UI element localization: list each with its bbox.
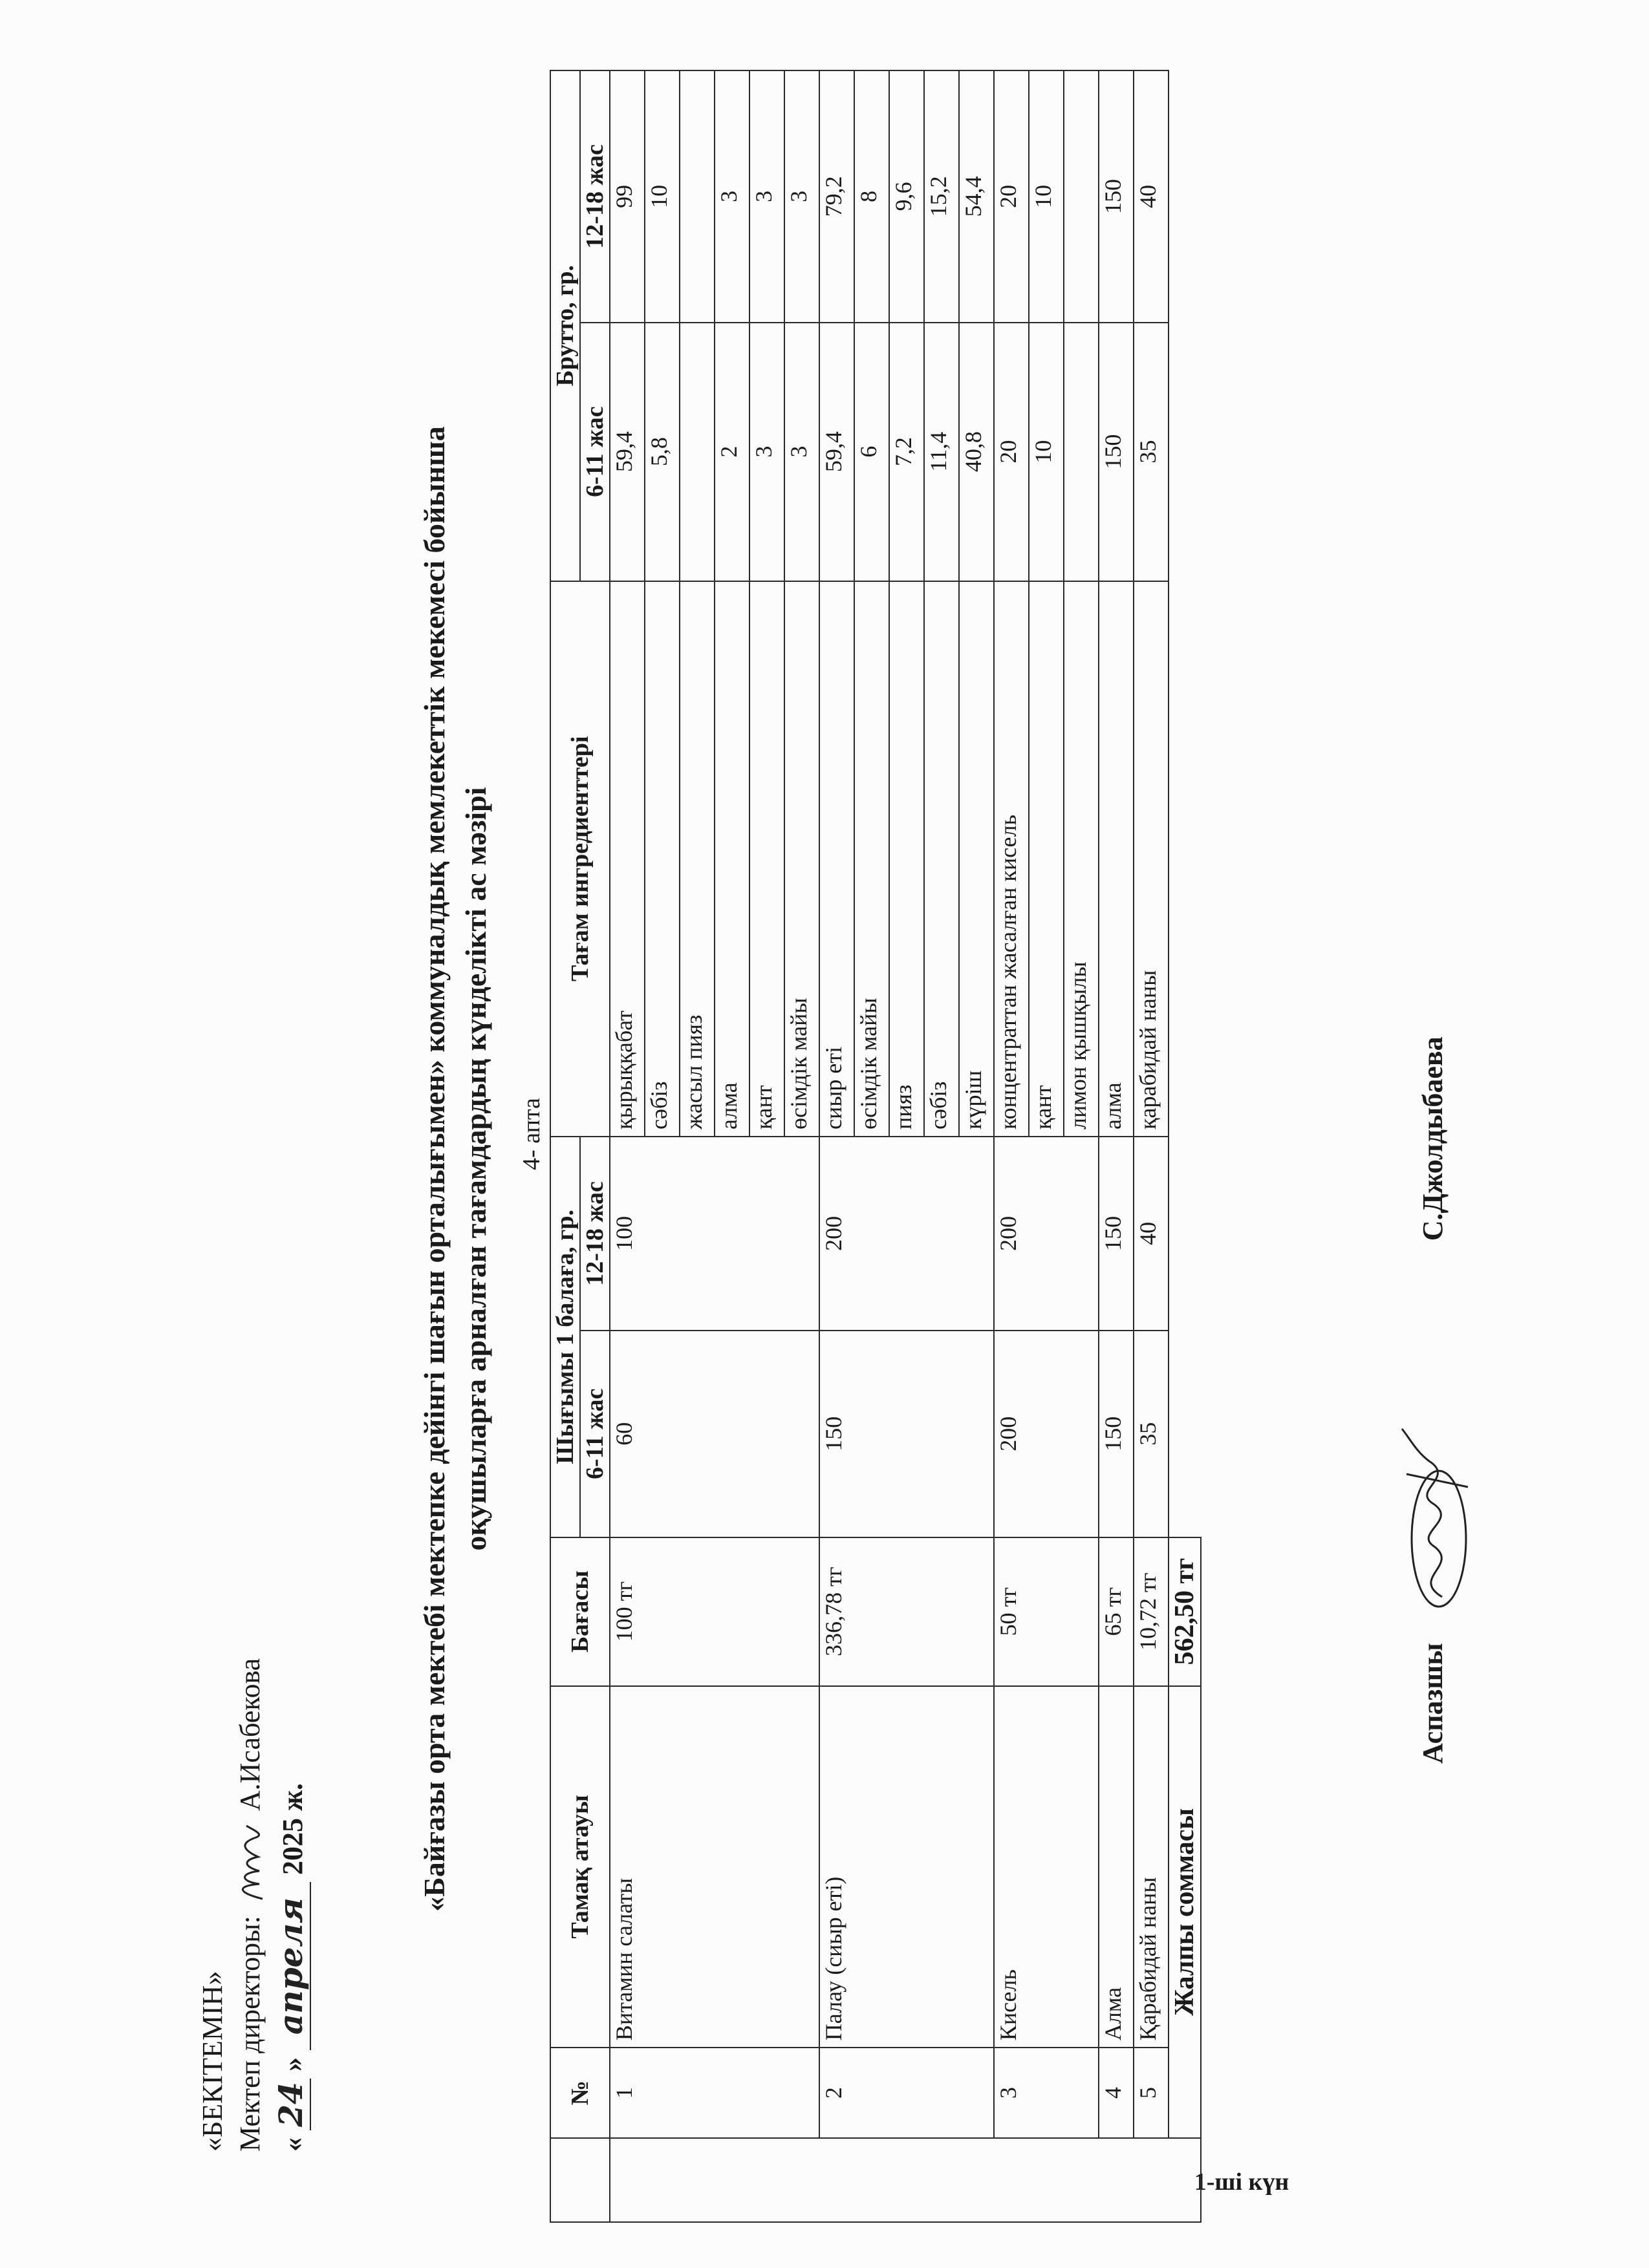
brutto-age1: 10 — [1029, 323, 1064, 581]
date-day: 24 — [272, 2079, 311, 2130]
dish-name: Палау (сиыр еті) — [819, 1686, 994, 2048]
table-row — [1134, 70, 1169, 2222]
header-price: Бағасы — [550, 1537, 610, 1686]
brutto-age1: 150 — [1099, 323, 1134, 581]
header-output-age2: 12-18 жас — [580, 1137, 610, 1331]
date-close-quote: » — [276, 2057, 308, 2071]
ingredient-name: қарабидай наны — [1134, 581, 1169, 1137]
brutto-age1: 59,4 — [819, 323, 854, 581]
total-label: Жалпы соммасы — [1169, 1686, 1201, 2139]
brutto-age1 — [680, 323, 715, 581]
menu-body — [610, 70, 1201, 2222]
header-output: Шығымы 1 балаға, гр. — [550, 1137, 580, 1537]
brutto-age2: 20 — [994, 70, 1029, 323]
total-value: 562,50 тг — [1169, 1537, 1201, 1686]
ingredient-name: сәбіз — [645, 581, 680, 1137]
approval-date — [272, 1658, 312, 2152]
brutto-age2: 79,2 — [819, 70, 854, 323]
ingredient-name: қант — [749, 581, 784, 1137]
day-label: 1-ші күн — [1194, 2168, 1289, 2196]
brutto-age2: 9,6 — [889, 70, 924, 323]
day-column-header — [550, 2138, 610, 2222]
ingredient-name: сиыр еті — [819, 581, 854, 1137]
brutto-age2: 10 — [645, 70, 680, 323]
header-dish: Тамақ атауы — [550, 1686, 610, 2048]
dish-price: 50 тг — [994, 1537, 1099, 1686]
dish-output-age1: 150 — [819, 1331, 994, 1537]
brutto-age2: 15,2 — [924, 70, 959, 323]
brutto-age2: 54,4 — [959, 70, 994, 323]
brutto-age1: 11,4 — [924, 323, 959, 581]
table-row — [610, 70, 645, 2222]
table-row — [819, 70, 854, 2222]
dish-no: 3 — [994, 2048, 1099, 2138]
director-label: Мектеп директоры: — [234, 1916, 266, 2152]
cook-name: С.Джолдыбаева — [1417, 1036, 1449, 1241]
dish-output-age2: 100 — [610, 1137, 819, 1331]
dish-output-age1: 35 — [1134, 1331, 1169, 1537]
dish-output-age2: 200 — [819, 1137, 994, 1331]
director-line — [232, 1658, 272, 2152]
ingredient-name: жасыл пияз — [680, 581, 715, 1137]
cook-signature-icon — [1397, 1422, 1474, 1616]
dish-output-age1: 150 — [1099, 1331, 1134, 1537]
header-output-age1: 6-11 жас — [580, 1331, 610, 1537]
brutto-age1: 6 — [854, 323, 889, 581]
approval-title: «БЕКІТЕМІН» — [197, 1971, 228, 2152]
heading-line-1: «Байғазы орта мектебі мектепке дейінгі шағын орталығымен» коммуналдық мемлекеттік мекемесі бойынша — [418, 426, 451, 1912]
header-brutto-age2: 12-18 жас — [580, 70, 610, 323]
ingredient-name: өсімдік майы — [784, 581, 819, 1137]
table-row — [1099, 70, 1134, 2222]
director-name: А.Исабекова — [234, 1658, 266, 1812]
brutto-age1: 35 — [1134, 323, 1169, 581]
dish-output-age1: 60 — [610, 1331, 819, 1537]
header-no: № — [550, 2048, 610, 2138]
dish-price: 336,78 тг — [819, 1537, 994, 1686]
header-brutto: Брутто, гр. — [550, 70, 580, 581]
brutto-age2 — [680, 70, 715, 323]
ingredient-name: алма — [715, 581, 749, 1137]
dish-name: Алма — [1099, 1686, 1134, 2048]
dish-price: 65 тг — [1099, 1537, 1134, 1686]
approval-block — [194, 1658, 312, 2152]
brutto-age2: 8 — [854, 70, 889, 323]
ingredient-name: қырыққабат — [610, 581, 645, 1137]
dish-output-age2: 200 — [994, 1137, 1099, 1331]
dish-price: 100 тг — [610, 1537, 819, 1686]
table-header-row — [550, 70, 580, 2222]
ingredient-name: алма — [1099, 581, 1134, 1137]
brutto-age1: 2 — [715, 323, 749, 581]
dish-output-age2: 40 — [1134, 1137, 1169, 1331]
dish-no: 2 — [819, 2048, 994, 2138]
ingredient-name: күріш — [959, 581, 994, 1137]
brutto-age2 — [1064, 70, 1099, 323]
date-month: апреля — [272, 1882, 311, 2050]
ingredient-name: пияз — [889, 581, 924, 1137]
document-heading — [414, 199, 497, 2139]
dish-name: Кисель — [994, 1686, 1099, 2048]
total-row — [1169, 70, 1201, 2222]
ingredient-name: сәбіз — [924, 581, 959, 1137]
brutto-age2: 40 — [1134, 70, 1169, 323]
brutto-age2: 3 — [749, 70, 784, 323]
total-empty-cell — [1169, 70, 1201, 1537]
dish-output-age2: 150 — [1099, 1137, 1134, 1331]
dish-name: Қарабидай наны — [1134, 1686, 1169, 2048]
brutto-age2: 99 — [610, 70, 645, 323]
header-brutto-age1: 6-11 жас — [580, 323, 610, 581]
dish-price: 10,72 тг — [1134, 1537, 1169, 1686]
date-year: 2025 ж. — [276, 1783, 308, 1875]
cook-signature-line — [1397, 1036, 1474, 1764]
dish-name: Витамин салаты — [610, 1686, 819, 2048]
brutto-age1 — [1064, 323, 1099, 581]
brutto-age1: 3 — [749, 323, 784, 581]
brutto-age1: 40,8 — [959, 323, 994, 581]
brutto-age2: 3 — [715, 70, 749, 323]
heading-line-2: оқушыларға арналған тағамдардың күнделікті ас мәзірі — [459, 787, 492, 1551]
header-ingredients: Тағам ингредиенттері — [550, 581, 610, 1137]
brutto-age2: 10 — [1029, 70, 1064, 323]
cook-label: Аспазшы — [1417, 1643, 1449, 1764]
brutto-age1: 20 — [994, 323, 1029, 581]
brutto-age1: 7,2 — [889, 323, 924, 581]
week-label: 4- апта — [518, 1098, 545, 1170]
brutto-age2: 150 — [1099, 70, 1134, 323]
dish-no: 1 — [610, 2048, 819, 2138]
brutto-age1: 3 — [784, 323, 819, 581]
dish-no: 5 — [1134, 2048, 1169, 2138]
dish-output-age1: 200 — [994, 1331, 1099, 1537]
dish-no: 4 — [1099, 2048, 1134, 2138]
ingredient-name: концентраттан жасалған кисель — [994, 581, 1029, 1137]
brutto-age1: 5,8 — [645, 323, 680, 581]
ingredient-name: өсімдік майы — [854, 581, 889, 1137]
ingredient-name: қант — [1029, 581, 1064, 1137]
ingredient-name: лимон қышқылы — [1064, 581, 1099, 1137]
day-cell — [610, 2138, 1201, 2222]
director-signature-icon — [233, 1824, 272, 1902]
menu-table — [550, 70, 1202, 2223]
table-row — [994, 70, 1029, 2222]
brutto-age2: 3 — [784, 70, 819, 323]
date-open-quote: « — [276, 2137, 308, 2152]
brutto-age1: 59,4 — [610, 323, 645, 581]
